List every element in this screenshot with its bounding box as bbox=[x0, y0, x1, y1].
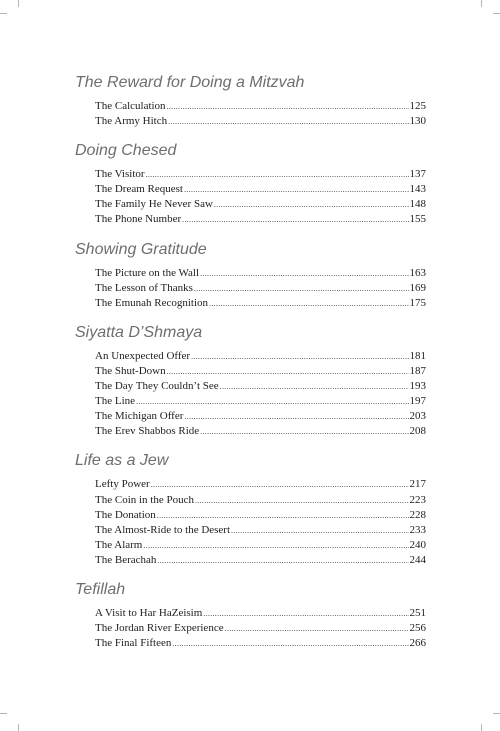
toc-entry[interactable] bbox=[75, 636, 426, 651]
toc-entry[interactable] bbox=[75, 523, 426, 538]
entry-page-number: 193 bbox=[409, 380, 426, 393]
crop-mark-bottom-right bbox=[481, 724, 482, 731]
entry-page-number: 266 bbox=[409, 637, 426, 650]
entry-page-number: 197 bbox=[409, 395, 426, 408]
entry-page-number: 208 bbox=[409, 425, 426, 438]
toc-entry[interactable] bbox=[75, 281, 426, 296]
entry-page-number: 233 bbox=[409, 523, 426, 536]
entry-page-number: 175 bbox=[409, 296, 426, 309]
toc-section bbox=[75, 451, 426, 568]
entry-title: The Picture on the Wall bbox=[95, 266, 199, 279]
toc-entry[interactable] bbox=[75, 364, 426, 379]
entry-title: The Line bbox=[95, 395, 136, 408]
crop-mark-top-right-h bbox=[493, 13, 500, 14]
toc-entry[interactable] bbox=[75, 424, 426, 439]
dot-leader bbox=[157, 508, 409, 523]
dot-leader bbox=[195, 493, 409, 508]
toc-entry[interactable] bbox=[75, 409, 426, 424]
toc-entry[interactable] bbox=[75, 379, 426, 394]
toc-entry[interactable] bbox=[75, 621, 426, 636]
entry-title: The Erev Shabbos Ride bbox=[95, 425, 200, 438]
dot-leader bbox=[231, 523, 408, 538]
entry-page-number: 125 bbox=[409, 100, 426, 112]
dot-leader bbox=[167, 364, 409, 379]
toc-entry[interactable] bbox=[75, 266, 426, 281]
toc-section bbox=[75, 240, 426, 311]
entry-title: The Michigan Offer bbox=[95, 410, 184, 423]
entry-title: The Calculation bbox=[95, 100, 166, 112]
table-of-contents bbox=[75, 73, 426, 651]
entry-page-number: 137 bbox=[409, 168, 426, 181]
entry-title: The Alarm bbox=[95, 538, 143, 551]
entry-title: Lefty Power bbox=[95, 478, 150, 491]
dot-leader bbox=[143, 538, 408, 553]
entry-title: An Unexpected Offer bbox=[95, 349, 191, 362]
toc-section bbox=[75, 323, 426, 440]
toc-section bbox=[75, 580, 426, 651]
dot-leader bbox=[167, 99, 409, 114]
entry-page-number: 169 bbox=[409, 281, 426, 294]
dot-leader bbox=[225, 621, 409, 636]
dot-leader bbox=[200, 424, 408, 439]
entry-title: The Dream Request bbox=[95, 183, 183, 196]
crop-mark-bottom-left bbox=[18, 724, 19, 731]
dot-leader bbox=[146, 167, 409, 182]
crop-mark-top-left-h bbox=[0, 13, 7, 14]
toc-entry[interactable] bbox=[75, 296, 426, 311]
dot-leader bbox=[200, 266, 409, 281]
dot-leader bbox=[209, 296, 408, 311]
entry-page-number: 163 bbox=[409, 266, 426, 279]
section-heading: Siyatta D’Shmaya bbox=[75, 323, 203, 341]
entry-page-number: 181 bbox=[409, 349, 426, 362]
dot-leader bbox=[184, 409, 408, 424]
dot-leader bbox=[220, 379, 409, 394]
entry-title: The Shut-Down bbox=[95, 364, 166, 377]
entry-page-number: 148 bbox=[409, 198, 426, 211]
toc-entry[interactable] bbox=[75, 394, 426, 409]
entry-page-number: 187 bbox=[409, 364, 426, 377]
toc-entry[interactable] bbox=[75, 538, 426, 553]
entry-title: The Final Fifteen bbox=[95, 637, 172, 650]
crop-mark-top-left bbox=[18, 0, 19, 7]
dot-leader bbox=[136, 394, 408, 409]
toc-section bbox=[75, 73, 426, 129]
dot-leader bbox=[157, 553, 408, 568]
toc-entry[interactable] bbox=[75, 114, 426, 129]
crop-mark-bottom-right-h bbox=[493, 713, 500, 714]
entry-title: The Lesson of Thanks bbox=[95, 281, 193, 294]
entry-title: The Emunah Recognition bbox=[95, 296, 209, 309]
dot-leader bbox=[151, 477, 409, 492]
entry-title: The Day They Couldn’t See bbox=[95, 380, 219, 393]
entry-page-number: 143 bbox=[409, 183, 426, 196]
toc-entry[interactable] bbox=[75, 606, 426, 621]
dot-leader bbox=[214, 197, 409, 212]
entry-title: The Phone Number bbox=[95, 213, 182, 226]
entry-page-number: 203 bbox=[409, 410, 426, 423]
entry-page-number: 244 bbox=[409, 553, 426, 566]
crop-mark-bottom-left-h bbox=[0, 713, 7, 714]
section-heading: Life as a Jew bbox=[75, 452, 169, 470]
toc-entry[interactable] bbox=[75, 197, 426, 212]
toc-entry[interactable] bbox=[75, 553, 426, 568]
entry-page-number: 240 bbox=[409, 538, 426, 551]
entry-title: The Visitor bbox=[95, 168, 145, 181]
toc-entry[interactable] bbox=[75, 167, 426, 182]
entry-title: The Jordan River Experience bbox=[95, 622, 224, 635]
section-heading: Tefillah bbox=[75, 580, 126, 598]
dot-leader bbox=[168, 114, 408, 129]
toc-entry[interactable] bbox=[75, 212, 426, 227]
entry-title: The Coin in the Pouch bbox=[95, 493, 194, 506]
entry-page-number: 130 bbox=[409, 115, 426, 128]
entry-title: The Army Hitch bbox=[95, 115, 168, 128]
entry-title: A Visit to Har HaZeisim bbox=[95, 606, 203, 619]
entry-page-number: 223 bbox=[409, 493, 426, 506]
dot-leader bbox=[194, 281, 409, 296]
entry-page-number: 217 bbox=[409, 478, 426, 491]
dot-leader bbox=[172, 636, 408, 651]
entry-title: The Berachah bbox=[95, 553, 157, 566]
entry-title: The Family He Never Saw bbox=[95, 198, 213, 211]
section-heading: The Reward for Doing a Mitzvah bbox=[75, 74, 305, 91]
toc-entry[interactable] bbox=[75, 508, 426, 523]
section-heading: Doing Chesed bbox=[75, 142, 177, 160]
crop-mark-top-right bbox=[481, 0, 482, 7]
toc-entry[interactable] bbox=[75, 349, 426, 364]
entry-page-number: 256 bbox=[409, 622, 426, 635]
section-heading: Showing Gratitude bbox=[75, 240, 207, 258]
dot-leader bbox=[182, 212, 408, 227]
entry-page-number: 155 bbox=[409, 213, 426, 226]
entry-page-number: 228 bbox=[409, 508, 426, 521]
toc-entry[interactable] bbox=[75, 99, 426, 114]
toc-entry[interactable] bbox=[75, 182, 426, 197]
entry-title: The Donation bbox=[95, 508, 156, 521]
entry-page-number: 251 bbox=[409, 606, 426, 619]
toc-entry[interactable] bbox=[75, 477, 426, 492]
dot-leader bbox=[203, 606, 408, 621]
toc-section bbox=[75, 141, 426, 227]
dot-leader bbox=[191, 349, 408, 364]
toc-entry[interactable] bbox=[75, 493, 426, 508]
dot-leader bbox=[184, 182, 409, 197]
entry-title: The Almost-Ride to the Desert bbox=[95, 523, 231, 536]
